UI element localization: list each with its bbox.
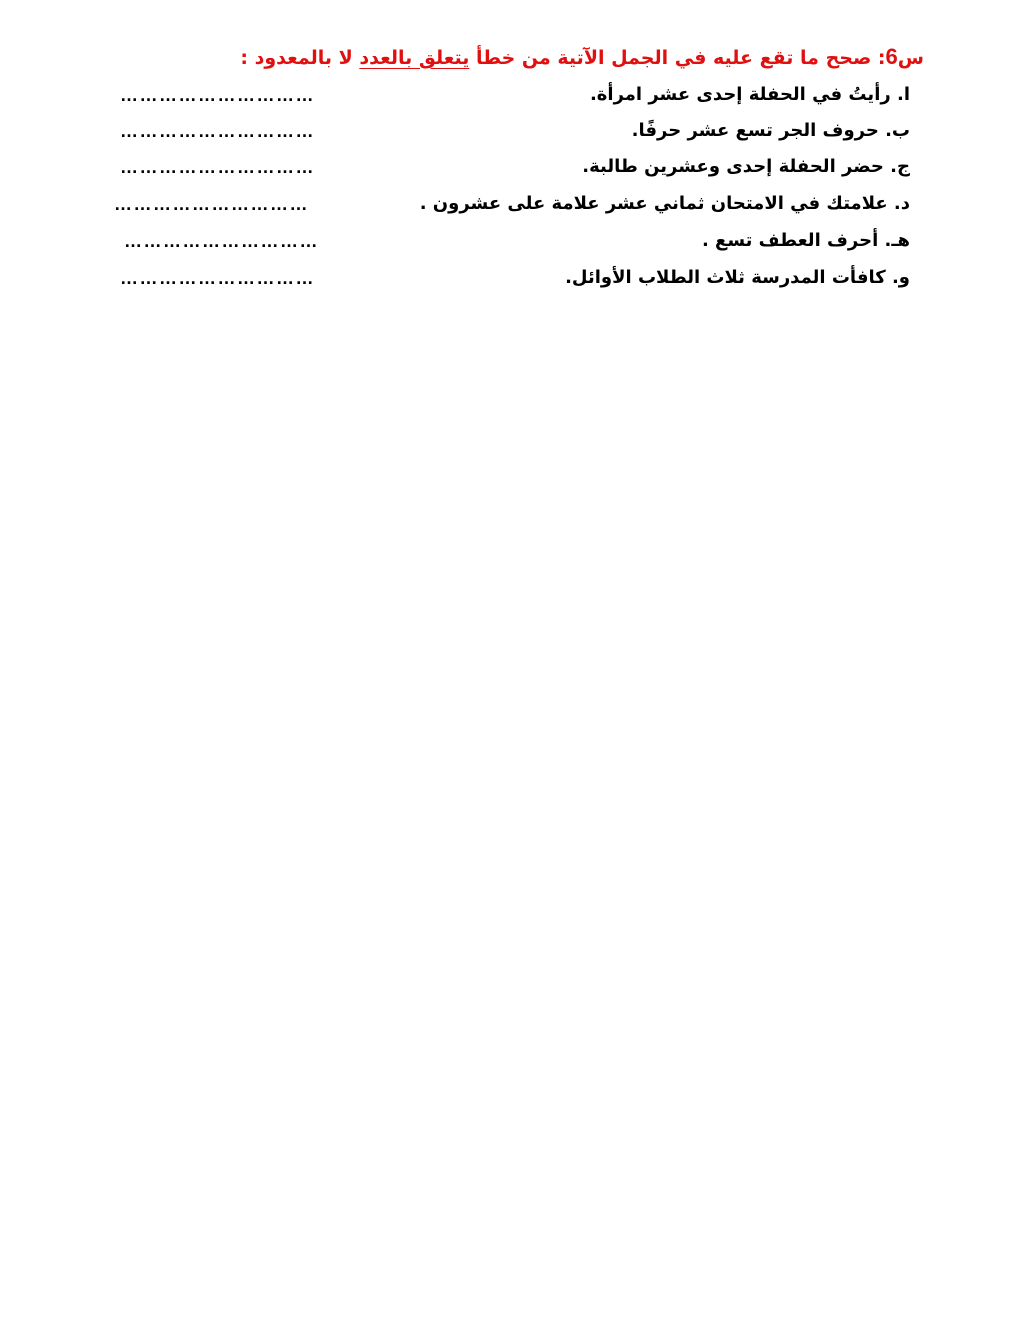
exercise-item: [110, 78, 910, 112]
answer-line[interactable]: …………………………: [120, 85, 315, 105]
question-underlined-phrase: يتعلق بالعدد: [359, 47, 470, 69]
exercise-sentence: هـ. أحرف العطف تسع .: [701, 230, 910, 251]
exercise-sentence: ب. حروف الجر تسع عشر حرفًا.: [631, 120, 910, 141]
question-text-before: : صحح ما تقع عليه في الجمل الآتية من خطأ: [469, 47, 886, 69]
exercise-item: [110, 150, 910, 184]
exercise-sentence: ج. حضر الحفلة إحدى وعشرين طالبة.: [582, 156, 910, 177]
question-number: 6: [885, 44, 898, 69]
exercise-sentence: د. علامتك في الامتحان ثماني عشر علامة على عشرون .: [419, 193, 910, 214]
answer-line[interactable]: …………………………: [120, 121, 315, 141]
exercise-sentence: ا. رأيتُ في الحفلة إحدى عشر امرأة.: [589, 84, 910, 105]
question-prefix: س: [897, 47, 924, 69]
exercise-item: [110, 187, 910, 221]
question-text-after: لا بالمعدود :: [240, 47, 360, 69]
exercise-sentence: و. كافأت المدرسة ثلاث الطلاب الأوائل.: [565, 267, 910, 288]
exercise-item: [110, 261, 910, 295]
answer-line[interactable]: …………………………: [114, 194, 309, 214]
answer-line[interactable]: …………………………: [120, 268, 315, 288]
exercise-item: [110, 224, 910, 258]
answer-line[interactable]: …………………………: [120, 157, 315, 177]
answer-line[interactable]: …………………………: [124, 231, 319, 251]
exercise-item: [110, 114, 910, 148]
